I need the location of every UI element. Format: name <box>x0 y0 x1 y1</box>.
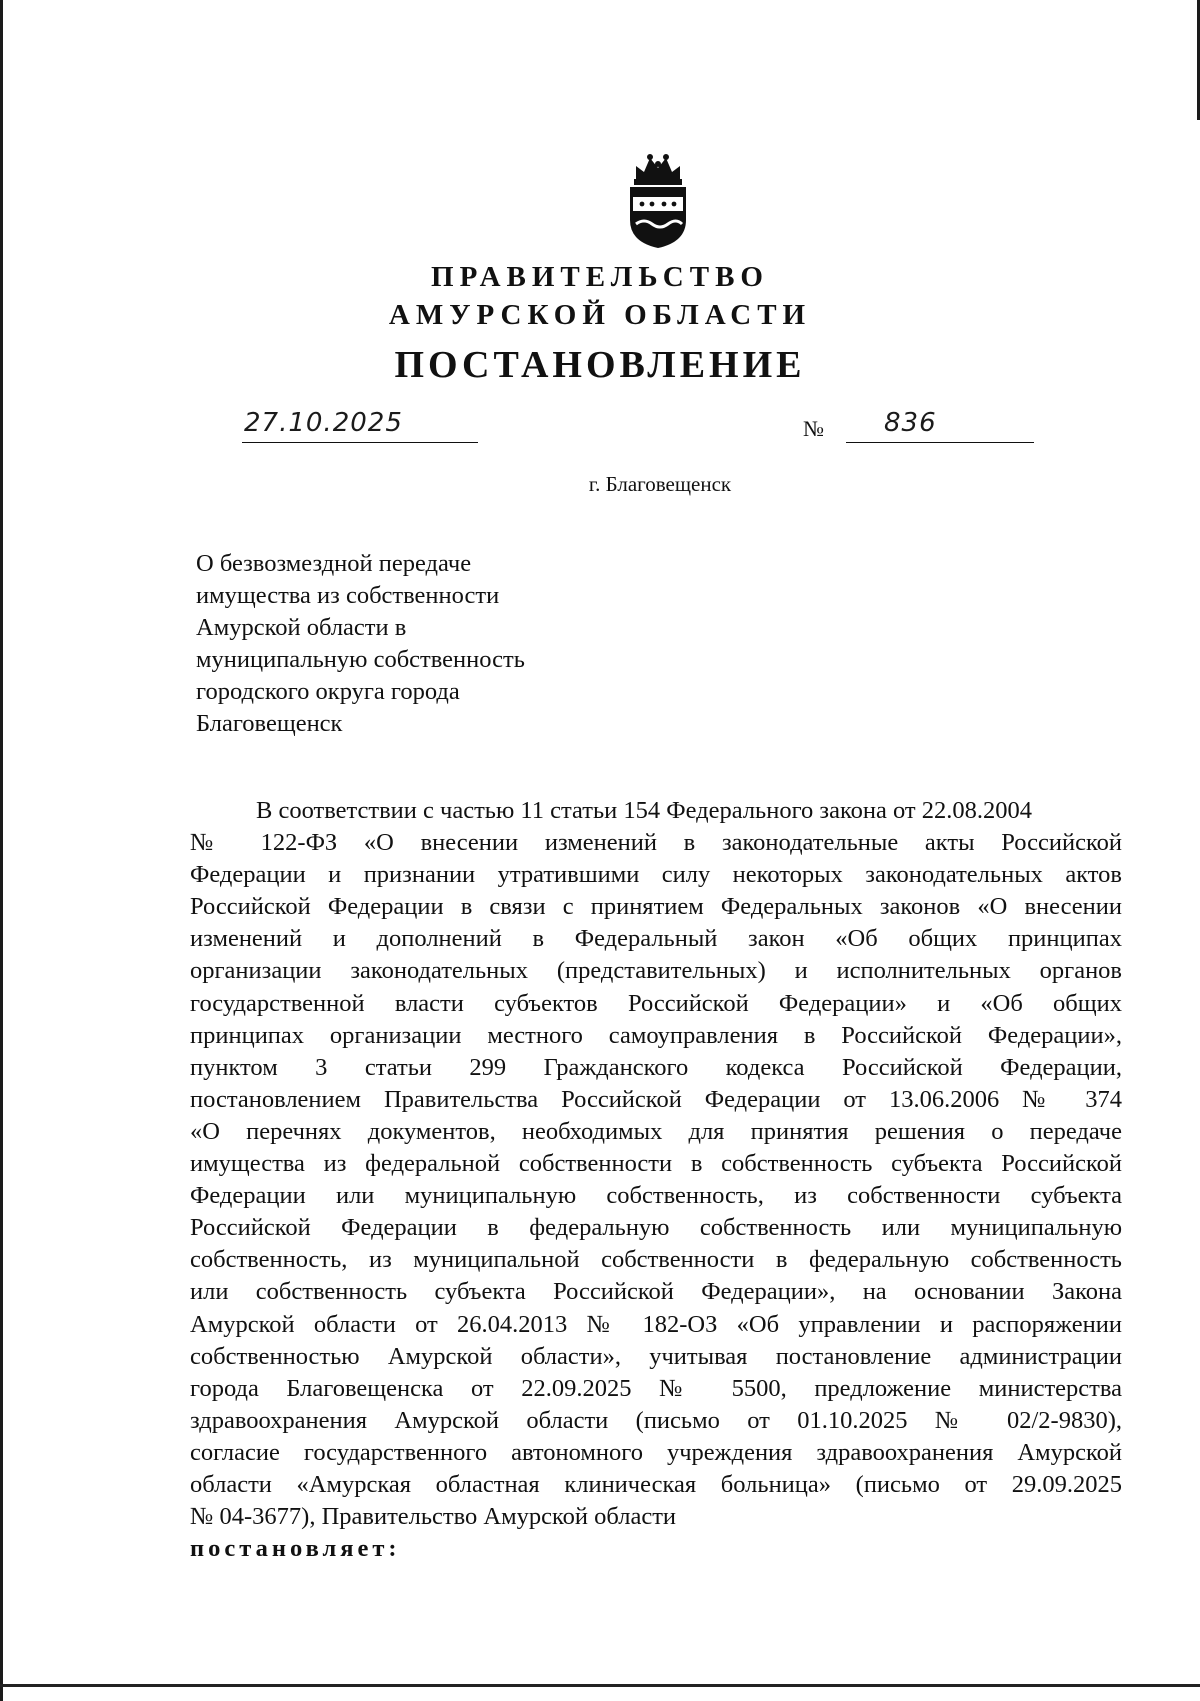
body-line: собственностью Амурской области», учитывая постановление администрации <box>190 1342 1122 1370</box>
body-line: «О перечнях документов, необходимых для принятия решения о передаче <box>190 1117 1122 1145</box>
body-line: Федерации и признании утратившими силу некоторых законодательных актов <box>190 861 1122 889</box>
resolves-keyword: постановляет: <box>190 1535 401 1563</box>
body-line: Федерации или муниципальную собственность, из собственности субъекта <box>190 1182 1122 1210</box>
subject-line: Благовещенск <box>196 710 343 737</box>
body-line: области «Амурская областная клиническая больница» (письмо от 29.09.2025 <box>190 1470 1122 1498</box>
body-line: изменений и дополнений в Федеральный закон «Об общих принципах <box>190 925 1122 953</box>
body-line: собственность, из муниципальной собственности в федеральную собственность <box>190 1246 1122 1274</box>
number-sign: № <box>803 416 824 441</box>
handwritten-number: 836 <box>884 408 937 438</box>
body-line: Российской Федерации в связи с принятием Федеральных законов «О внесении <box>190 893 1122 921</box>
body-line: имущества из федеральной собственности в собственность субъекта Российской <box>190 1150 1122 1178</box>
scan-border-left <box>0 0 3 1701</box>
body-line: организации законодательных (представительных) и исполнительных органов <box>190 957 1122 985</box>
body-line: постановлением Правительства Российской Федерации от 13.06.2006 № 374 <box>190 1085 1122 1113</box>
subject-block <box>196 548 616 740</box>
subject-line: Амурской области в <box>196 614 407 641</box>
government-name-line2: АМУРСКОЙ ОБЛАСТИ <box>388 299 812 331</box>
body-line: государственной власти субъектов Российской Федерации» и «Об общих <box>190 989 1122 1017</box>
date-field <box>242 410 478 443</box>
document-header <box>0 258 1200 390</box>
body-line: пунктом 3 статьи 299 Гражданского кодекса Российской Федерации, <box>190 1053 1122 1081</box>
document-number-field <box>846 410 1034 443</box>
subject-line: муниципальную собственность <box>196 646 525 673</box>
body-line: города Благовещенска от 22.09.2025 № 5500, предложение министерства <box>190 1374 1122 1402</box>
document-type-title: ПОСТАНОВЛЕНИЕ <box>394 344 806 386</box>
body-line: В соответствии с частью 11 статьи 154 Федерального закона от 22.08.2004 <box>256 797 1032 824</box>
city-line: г. Благовещенск <box>588 472 732 496</box>
body-line: или собственность субъекта Российской Федерации», на основании Закона <box>190 1278 1122 1306</box>
subject-line: имущества из собственности <box>196 582 500 609</box>
coat-of-arms-icon <box>622 150 694 250</box>
scan-border-bottom <box>0 1684 1200 1687</box>
body-line: здравоохранения Амурской области (письмо от 01.10.2025 № 02/2-9830), <box>190 1406 1122 1434</box>
body-paragraph <box>190 795 1122 1565</box>
handwritten-date: 27.10.2025 <box>244 408 403 438</box>
body-line: Российской Федерации в федеральную собственность или муниципальную <box>190 1214 1122 1242</box>
body-line: Амурской области от 26.04.2013 № 182-ОЗ «Об управлении и распоряжении <box>190 1310 1122 1338</box>
body-line: № 04-3677), Правительство Амурской области <box>190 1503 677 1531</box>
subject-line: О безвозмездной передаче <box>196 550 472 577</box>
body-line: принципах организации местного самоуправления в Российской Федерации», <box>190 1021 1122 1049</box>
subject-line: городского округа города <box>196 678 460 705</box>
government-name-line1: ПРАВИТЕЛЬСТВО <box>431 261 769 293</box>
date-number-row <box>0 410 1200 450</box>
body-line: № 122-ФЗ «О внесении изменений в законодательные акты Российской <box>190 829 1122 857</box>
body-line: согласие государственного автономного учреждения здравоохранения Амурской <box>190 1438 1122 1466</box>
